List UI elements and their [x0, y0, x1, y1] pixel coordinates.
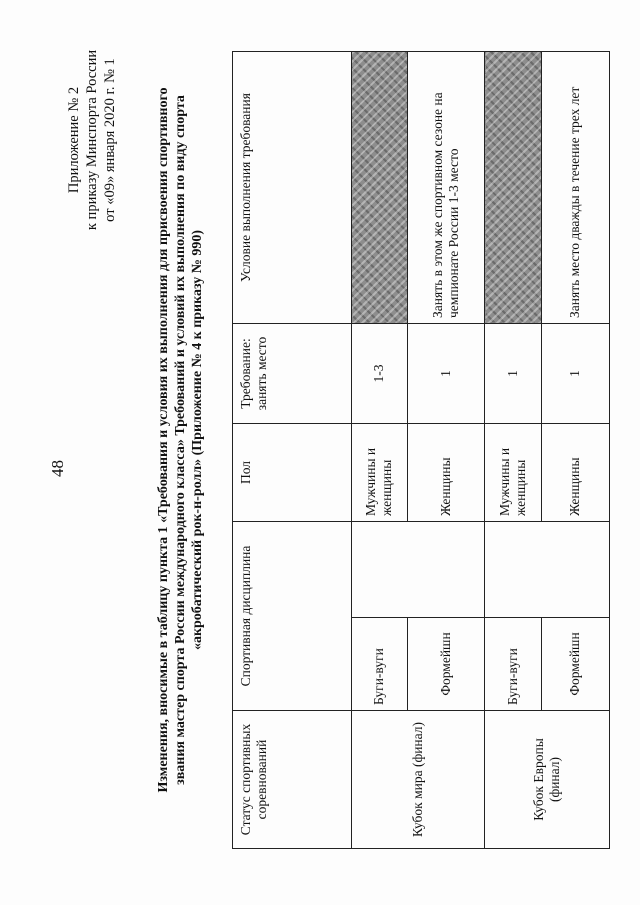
- table-header-row: [233, 51, 352, 848]
- empty-cell: [351, 521, 485, 617]
- condition-cell: Занять место дважды в течение трех лет: [541, 51, 609, 323]
- header-requirement: Требование: занять место: [233, 323, 352, 423]
- title-line-1: Изменения, вносимые в таблицу пункта 1 «Требования и условия их выполнения для присвоения спортивного: [156, 87, 171, 793]
- status-cell: Кубок мира (финал): [351, 711, 485, 849]
- gender-cell: Мужчины и женщины: [485, 423, 542, 521]
- condition-cell: Занять в этом же спортивном сезоне на чемпионате России 1-3 место: [408, 51, 485, 323]
- discipline-cell: Формейшн: [408, 618, 485, 711]
- header-condition: Условие выполнения требования: [233, 51, 352, 323]
- page-number: 48: [48, 460, 67, 477]
- requirement-cell: 1: [408, 323, 485, 423]
- table-row: [485, 51, 542, 848]
- table-row: [351, 51, 408, 848]
- discipline-cell: Буги-вуги: [485, 618, 542, 711]
- header-gender: Пол: [233, 423, 352, 521]
- discipline-cell: Формейшн: [541, 618, 609, 711]
- title-line-3: «акробатический рок-н-ролл» (Приложение № 4 к приказу № 990): [190, 229, 205, 651]
- status-cell: Кубок Европы (финал): [485, 711, 610, 849]
- appendix-line-3: от «09» января 2020 г. № 1: [102, 58, 118, 222]
- title-line-2: звания мастер спорта России международного класса» Требований и условий их выполнения по виду спорта: [173, 95, 188, 785]
- requirement-cell: 1: [485, 323, 542, 423]
- appendix-header: [65, 30, 119, 250]
- hatched-condition-cell: [351, 51, 408, 323]
- empty-cell: [485, 521, 610, 617]
- header-status: Статус спортивных соревнований: [233, 711, 352, 849]
- hatched-condition-cell: [485, 51, 542, 323]
- appendix-line-1: Приложение № 2: [66, 86, 82, 194]
- gender-cell: Женщины: [408, 423, 485, 521]
- gender-cell: Мужчины и женщины: [351, 423, 408, 521]
- appendix-line-2: к приказу Минспорта России: [84, 49, 100, 231]
- requirements-table: [232, 51, 610, 849]
- requirement-cell: 1-3: [351, 323, 408, 423]
- discipline-cell: Буги-вуги: [351, 618, 408, 711]
- document-title: [155, 70, 206, 810]
- header-discipline: Спортивная дисциплина: [233, 521, 352, 710]
- gender-cell: Женщины: [541, 423, 609, 521]
- requirement-cell: 1: [541, 323, 609, 423]
